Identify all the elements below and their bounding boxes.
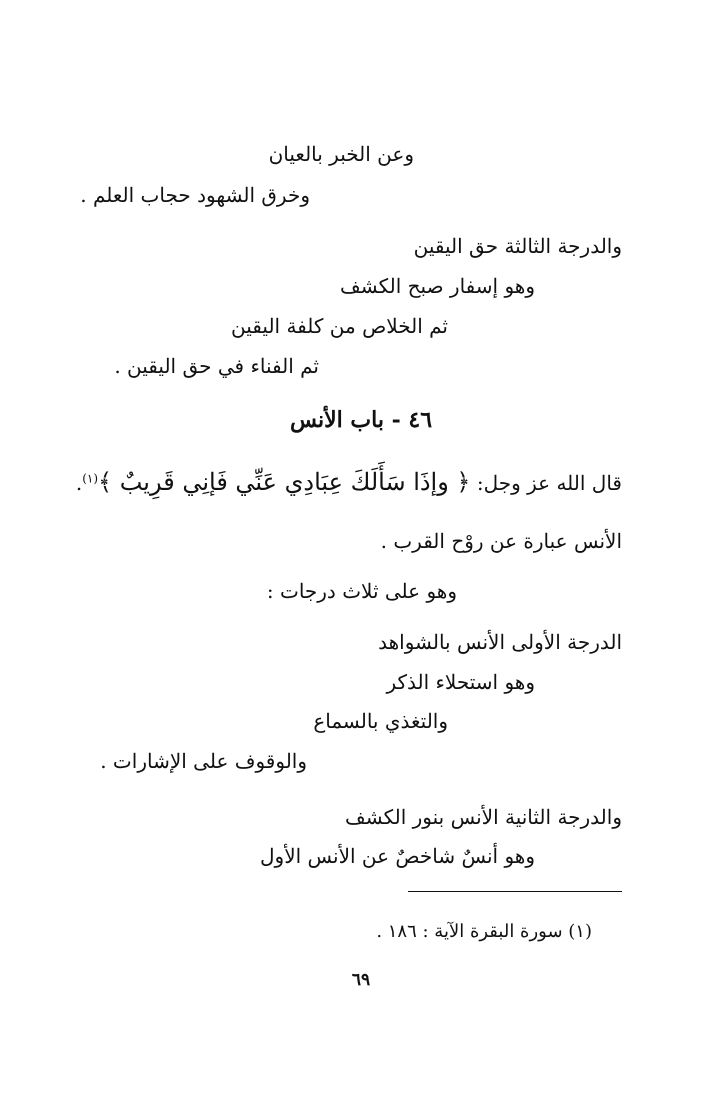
verse-end: .	[75, 471, 83, 495]
chapter-heading: ٤٦ - باب الأنس	[289, 407, 433, 433]
text-line: الأنس عبارة عن روْح القرب .	[380, 529, 622, 553]
text-line: والتغذي بالسماع	[313, 709, 448, 733]
text-line: وهو إسفار صبح الكشف	[340, 274, 535, 298]
text-line: وهو أنسٌ شاخصٌ عن الأنس الأول	[260, 844, 535, 868]
text-line: وهو على ثلاث درجات :	[266, 579, 457, 603]
verse-line	[76, 467, 622, 498]
text-line: وهو استحلاء الذكر	[386, 670, 535, 694]
text-line: ثم الفناء في حق اليقين .	[114, 354, 319, 378]
footnote-separator	[408, 891, 622, 892]
text-line: والوقوف على الإشارات .	[100, 749, 307, 773]
text-line: والدرجة الثالثة حق اليقين	[413, 234, 622, 258]
text-line: ثم الخلاص من كلفة اليقين	[231, 314, 448, 338]
quran-verse: ﴿ وإذَا سَأَلَكَ عِبَادِي عَنِّي فَإنِي قَرِيبٌ ﴾	[98, 468, 471, 496]
page-number: ٦٩	[351, 970, 371, 990]
verse-intro: قال الله عز وجل:	[476, 471, 622, 495]
text-line: وخرق الشهود حجاب العلم .	[80, 183, 310, 207]
text-line: وعن الخبر بالعيان	[268, 142, 414, 166]
footnote: (١) سورة البقرة الآية : ١٨٦ .	[376, 921, 592, 942]
text-line: الدرجة الأولى الأنس بالشواهد	[378, 630, 622, 654]
footnote-marker: (١)	[82, 471, 99, 486]
text-line: والدرجة الثانية الأنس بنور الكشف	[345, 805, 622, 829]
